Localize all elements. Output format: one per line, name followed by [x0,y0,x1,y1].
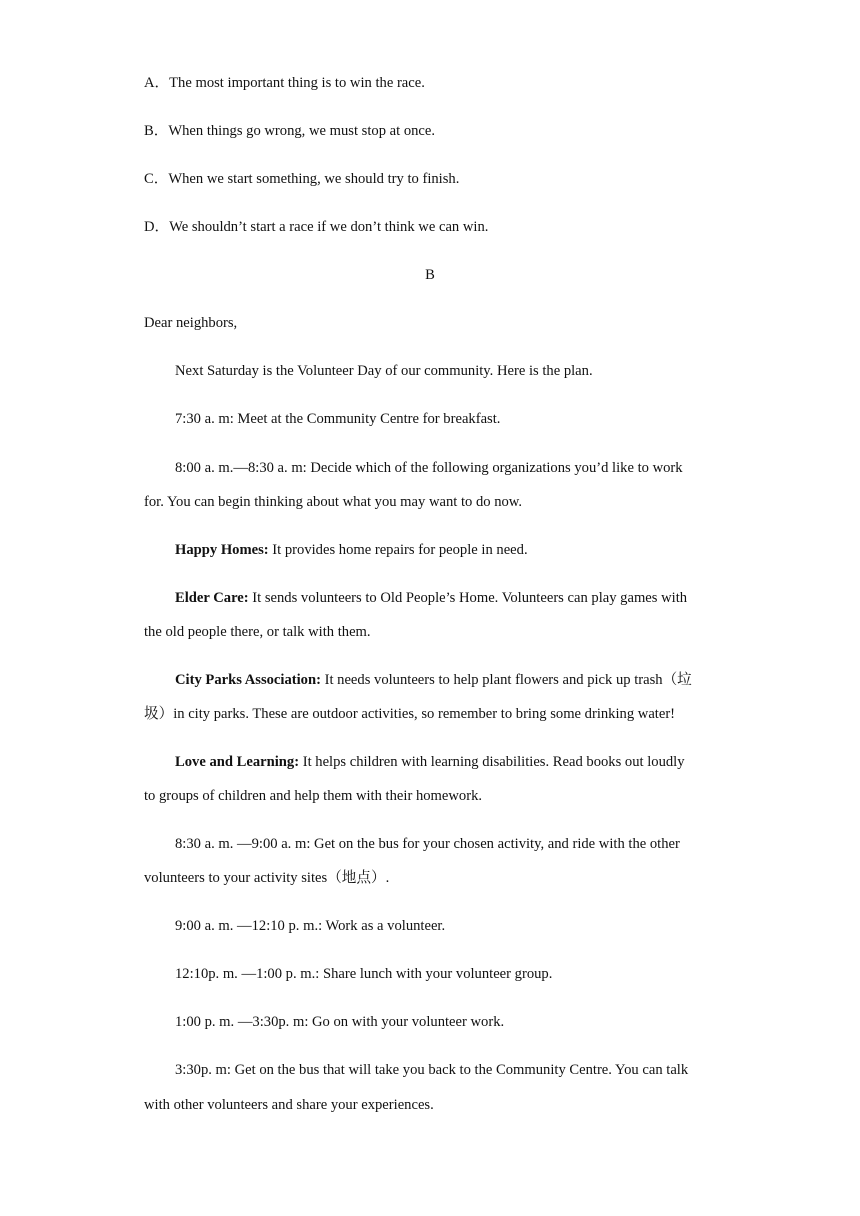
org-name: Elder Care: [175,590,249,606]
org-elder-care-line2: the old people there, or talk with them. [144,624,371,640]
org-name: City Parks Association: [175,672,321,688]
intro-paragraph: Next Saturday is the Volunteer Day of our community. Here is the plan. [175,363,593,379]
greeting: Dear neighbors, [144,315,238,331]
option-text: We shouldn’t start a race if we don’t think we can win. [169,219,489,235]
option-d [144,218,488,236]
schedule-item-decide-line1: 8:00 a. m.—8:30 a. m: Decide which of the following organizations you’d like to work [175,460,683,476]
org-love-learning [175,753,685,771]
schedule-item-work: 9:00 a. m. —12:10 p. m.: Work as a volunteer. [175,918,446,934]
schedule-item-return-line1: 3:30p. m: Get on the bus that will take you back to the Community Centre. You can talk [175,1062,689,1078]
org-name: Love and Learning: [175,754,300,770]
schedule-item-bus-line1: 8:30 a. m. —9:00 a. m: Get on the bus for your chosen activity, and ride with the other [175,836,680,852]
org-city-parks [175,671,692,689]
option-b [144,122,435,140]
org-description: It helps children with learning disabilities. Read books out loudly [299,754,685,770]
org-love-learning-line2: to groups of children and help them with their homework. [144,788,483,804]
org-city-parks-line2: 圾）in city parks. These are outdoor activities, so remember to bring some drinking water! [144,706,676,722]
option-text: The most important thing is to win the race. [169,75,425,91]
option-text: When we start something, we should try to finish. [168,171,460,187]
org-name: Happy Homes: [175,542,269,558]
schedule-item-return-line2: with other volunteers and share your experiences. [144,1097,434,1113]
org-description: It sends volunteers to Old People’s Home. Volunteers can play games with [248,590,688,606]
org-description: It needs volunteers to help plant flowers and pick up trash（垃 [320,672,692,688]
option-letter: A． [144,75,170,91]
org-elder-care [175,589,687,607]
option-letter: B． [144,123,169,139]
option-letter: C． [144,171,169,187]
schedule-item-bus-line2: volunteers to your activity sites（地点）. [144,870,390,886]
org-happy-homes [175,541,528,559]
option-a [144,74,425,92]
option-letter: D． [144,219,170,235]
schedule-item-lunch: 12:10p. m. —1:00 p. m.: Share lunch with your volunteer group. [175,966,553,982]
option-c [144,170,459,188]
option-text: When things go wrong, we must stop at once. [168,123,436,139]
org-description: It provides home repairs for people in need. [268,542,528,558]
schedule-item-continue: 1:00 p. m. —3:30p. m: Go on with your volunteer work. [175,1014,505,1030]
schedule-item-breakfast: 7:30 a. m: Meet at the Community Centre for breakfast. [175,411,501,427]
section-label: B [425,267,435,283]
schedule-item-decide-line2: for. You can begin thinking about what you may want to do now. [144,494,523,510]
